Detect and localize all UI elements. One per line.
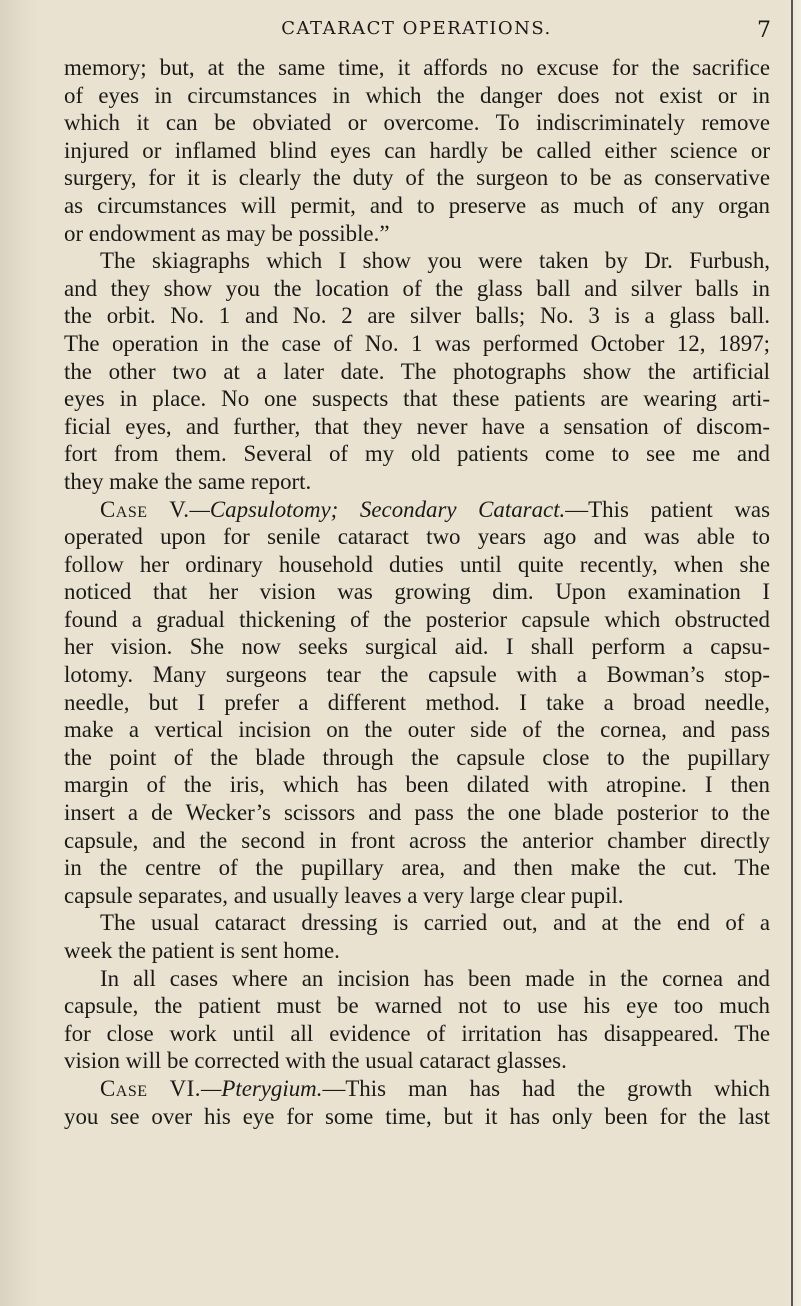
text-line: the point of the blade through the capsule close to the pupillary: [64, 744, 770, 770]
text-line: ficial eyes, and further, that they never have a sensation of discom-: [64, 413, 770, 439]
text-line: which it can be obviated or overcome. To indiscriminately remove: [64, 110, 770, 136]
text-line: injured or inflamed blind eyes can hardly be called either science or: [64, 137, 770, 163]
binding-gutter: [0, 0, 40, 1306]
text-line: lotomy. Many surgeons tear the capsule with a Bowman’s stop-: [64, 662, 770, 688]
text-line: in the centre of the pupillary area, and then make the cut. The: [64, 855, 770, 881]
case-text: —This patient was: [565, 496, 770, 522]
case-text: —This man has had the growth which: [322, 1075, 770, 1101]
text-line: her vision. She now seeks surgical aid. I shall perform a capsu-: [64, 634, 770, 660]
text-line: memory; but, at the same time, it affords no excuse for the sacrifice: [64, 55, 770, 80]
case-heading-line: [64, 1075, 770, 1103]
text-line: vision will be corrected with the usual cataract glasses.: [64, 1048, 567, 1074]
text-line: or endowment as may be possible.”: [64, 220, 390, 246]
text-line: margin of the iris, which has been dilated with atropine. I then: [64, 772, 770, 798]
text-line: you see over his eye for some time, but it has only been for the last: [64, 1103, 770, 1129]
text-line: make a vertical incision on the outer side of the cornea, and pass: [64, 717, 770, 743]
text-line: The usual cataract dressing is carried out, and at the end of a: [100, 910, 770, 936]
case-number: Case V.: [100, 496, 190, 522]
text-line: capsule, the patient must be warned not to use his eye too much: [64, 993, 770, 1019]
text-line: the other two at a later date. The photographs show the artificial: [64, 358, 770, 384]
text-line: capsule separates, and usually leaves a very large clear pupil.: [64, 882, 624, 908]
body-text: [64, 54, 770, 1130]
text-line: insert a de Wecker’s scissors and pass the one blade posterior to the: [64, 800, 770, 826]
text-line: needle, but I prefer a different method. I take a broad needle,: [64, 689, 770, 715]
running-title: CATARACT OPERATIONS.: [281, 18, 552, 39]
text-line: operated upon for senile cataract two years ago and was able to: [64, 524, 770, 550]
text-line: found a gradual thickening of the posterior capsule which obstructed: [64, 606, 770, 632]
text-line: of eyes in circumstances in which the danger does not exist or in: [64, 82, 770, 108]
text-line: noticed that her vision was growing dim. Upon examination I: [64, 579, 770, 605]
text-line: for close work until all evidence of irritation has disappeared. The: [64, 1020, 770, 1046]
case-title: —Pterygium.: [201, 1075, 323, 1101]
case-heading-line: [64, 496, 770, 524]
case-title: —Capsulotomy; Secondary Cataract.: [189, 496, 566, 522]
page-number: 7: [757, 18, 771, 43]
text-line: they make the same report.: [64, 468, 312, 494]
text-line: fort from them. Several of my old patients come to see me and: [64, 441, 770, 467]
text-line: and they show you the location of the glass ball and silver balls in: [64, 275, 770, 301]
text-line: as circumstances will permit, and to preserve as much of any organ: [64, 192, 770, 218]
case-number: Case VI.: [100, 1075, 201, 1101]
text-line: The operation in the case of No. 1 was performed October 12, 1897;: [64, 330, 770, 356]
running-head: [60, 12, 773, 52]
text-line: the orbit. No. 1 and No. 2 are silver balls; No. 3 is a glass ball.: [64, 303, 770, 329]
page-edge: [787, 0, 801, 1306]
text-line: capsule, and the second in front across the anterior chamber directly: [64, 827, 770, 853]
text-line: surgery, for it is clearly the duty of the surgeon to be as conservative: [64, 165, 770, 191]
text-line: The skiagraphs which I show you were taken by Dr. Furbush,: [100, 248, 770, 274]
text-line: week the patient is sent home.: [64, 938, 340, 963]
text-line: eyes in place. No one suspects that these patients are wearing arti-: [64, 386, 770, 412]
text-line: In all cases where an incision has been made in the cornea and: [100, 965, 770, 991]
text-line: follow her ordinary household duties until quite recently, when she: [64, 551, 770, 577]
